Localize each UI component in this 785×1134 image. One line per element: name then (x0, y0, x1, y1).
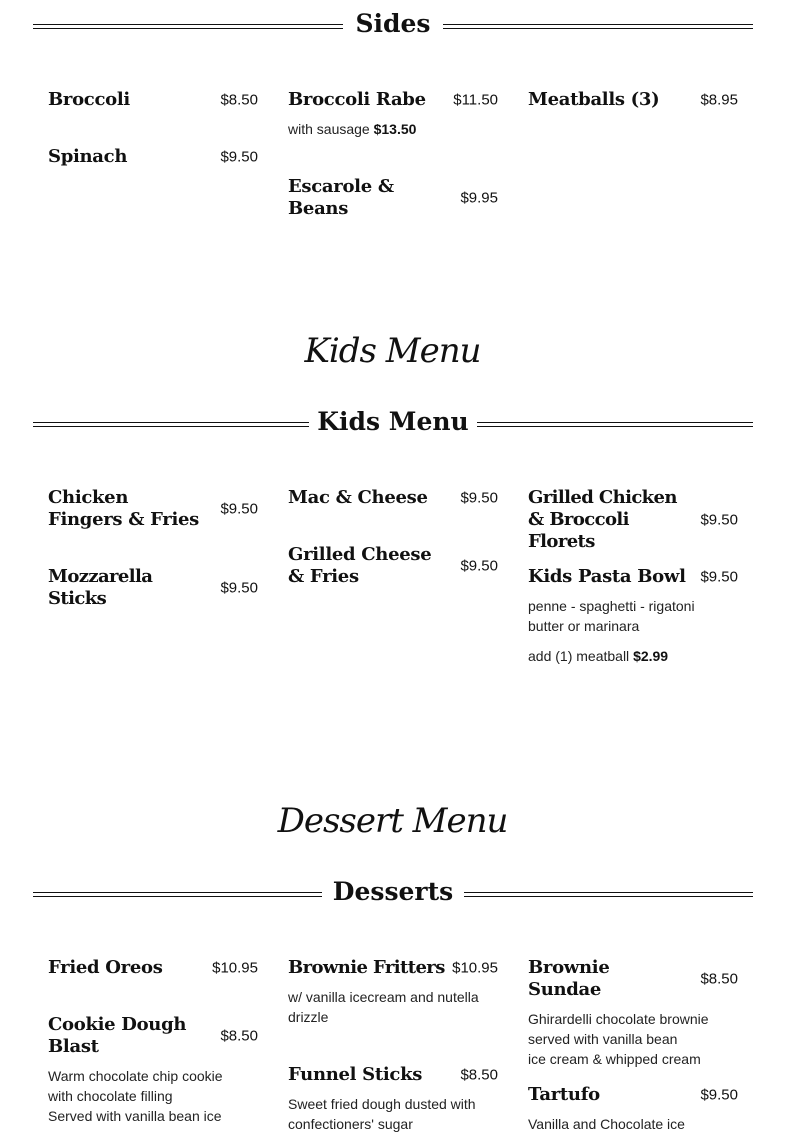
item-name: Broccoli (48, 89, 130, 110)
menu-item-kids-pasta-bowl (528, 566, 738, 666)
menu-item-grilled-chicken (528, 487, 738, 553)
description-line: with chocolate filling (48, 1088, 173, 1104)
description-line: ice cream & whipped cream (528, 1051, 701, 1067)
item-price: $9.50 (220, 579, 258, 597)
item-name: Mozzarella Sticks (48, 566, 153, 609)
addon-price: $2.99 (633, 648, 669, 664)
item-name: Kids Pasta Bowl (528, 566, 686, 587)
addon-text: with sausage (288, 121, 370, 137)
item-name: Mac & Cheese (288, 487, 428, 508)
divider-line (477, 422, 753, 427)
menu-item-spinach (48, 146, 258, 168)
description-line: Warm chocolate chip cookie (48, 1068, 223, 1084)
menu-item-funnel-sticks (288, 1064, 498, 1134)
item-description: Sweet fried dough dusted with confectioners' sugar (288, 1096, 476, 1132)
item-name: Grilled Chicken & Broccoli Florets (528, 487, 677, 552)
item-price: $9.50 (700, 511, 738, 529)
kids-menu-script-title: Kids Menu (304, 331, 481, 371)
description-line: Ghirardelli chocolate brownie (528, 1011, 709, 1027)
description-line: served with vanilla bean (528, 1031, 678, 1047)
description-line: penne - spaghetti - rigatoni (528, 598, 695, 614)
item-name: Tartufo (528, 1084, 600, 1105)
item-price: $9.50 (460, 557, 498, 575)
menu-item-tartufo (528, 1084, 738, 1134)
menu-item-mac-cheese (288, 487, 498, 509)
item-price: $9.50 (220, 148, 258, 166)
item-name: Broccoli Rabe (288, 89, 426, 110)
sides-heading: Sides (355, 9, 431, 38)
item-name: Spinach (48, 146, 128, 167)
item-description (48, 1066, 258, 1126)
item-price: $8.50 (220, 91, 258, 109)
item-name: Grilled Cheese & Fries (288, 544, 432, 587)
menu-item-brownie-sundae (528, 957, 738, 1069)
item-name: Chicken Fingers & Fries (48, 487, 200, 530)
item-name: Escarole & Beans (288, 176, 394, 219)
sides-section-header (33, 8, 753, 48)
item-price: $9.50 (220, 500, 258, 518)
menu-item-broccoli (48, 89, 258, 111)
item-addon (288, 119, 498, 139)
divider-line (464, 892, 753, 897)
item-price: $8.50 (220, 1027, 258, 1045)
item-price: $10.95 (452, 959, 498, 977)
kids-section-header (33, 406, 753, 446)
divider-line (443, 24, 753, 29)
description-line: Served with vanilla bean ice (48, 1108, 222, 1124)
dessert-menu-script-title: Dessert Menu (277, 801, 508, 841)
item-name: Fried Oreos (48, 957, 163, 978)
item-price: $8.95 (700, 91, 738, 109)
menu-item-cookie-dough-blast (48, 1014, 258, 1126)
item-addon (528, 646, 738, 666)
item-name: Brownie Sundae (528, 957, 610, 1000)
menu-item-meatballs (528, 89, 738, 111)
addon-price: $13.50 (373, 121, 417, 137)
item-price: $11.50 (453, 91, 498, 109)
item-description: Vanilla and Chocolate ice (528, 1116, 685, 1132)
menu-item-fried-oreos (48, 957, 258, 979)
kids-heading: Kids Menu (317, 407, 469, 436)
item-price: $10.95 (212, 959, 258, 977)
menu-item-chicken-fingers (48, 487, 258, 531)
item-price: $8.50 (700, 970, 738, 988)
description-line: butter or marinara (528, 618, 640, 634)
item-name: Meatballs (3) (528, 89, 660, 110)
item-name: Cookie Dough Blast (48, 1014, 187, 1057)
item-price: $8.50 (460, 1066, 498, 1084)
item-name: Funnel Sticks (288, 1064, 423, 1085)
item-price: $9.50 (700, 1086, 738, 1104)
item-description (528, 1009, 738, 1069)
menu-item-brownie-fritters (288, 957, 498, 1027)
desserts-heading: Desserts (332, 877, 454, 906)
menu-item-broccoli-rabe (288, 89, 498, 139)
menu-item-escarole-beans (288, 176, 498, 220)
item-name: Brownie Fritters (288, 957, 445, 978)
menu-item-mozzarella-sticks (48, 566, 258, 610)
item-description (528, 596, 738, 636)
item-price: $9.50 (460, 489, 498, 507)
menu-item-grilled-cheese (288, 544, 498, 588)
desserts-section-header (33, 876, 753, 916)
item-price: $9.50 (700, 568, 738, 586)
addon-text: add (1) meatball (528, 648, 630, 664)
item-price: $9.95 (460, 189, 498, 207)
item-description: w/ vanilla icecream and nutella drizzle (288, 989, 479, 1025)
